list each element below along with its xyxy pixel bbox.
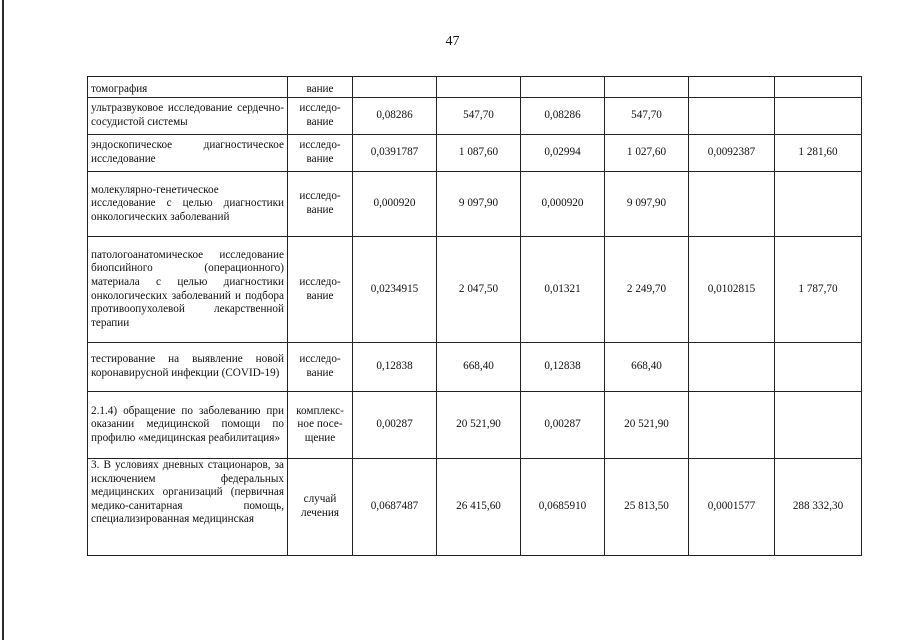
value-cell-4: 668,40 (605, 343, 689, 392)
row-name-cell: ультразвуковое исследование сердечно-сосудистой системы (88, 98, 288, 135)
value-cell-5 (689, 392, 775, 459)
value-cell-1: 0,0234915 (353, 237, 437, 343)
value-cell-4: 547,70 (605, 98, 689, 135)
value-cell-6 (775, 343, 862, 392)
value-cell-5 (689, 343, 775, 392)
row-unit-cell: исследо-вание (288, 172, 353, 237)
value-cell-6 (775, 77, 862, 98)
row-unit-cell: исследо-вание (288, 98, 353, 135)
value-cell-1: 0,0391787 (353, 135, 437, 172)
row-name-cell: 3. В условиях дневных стационаров, за исключением федеральных медицинских организаций (первичная медико-санитарная помощь, специализированная медицинская (88, 459, 288, 556)
table-row (88, 343, 862, 392)
value-cell-2: 547,70 (437, 98, 521, 135)
row-name-cell: молекулярно-генетическое исследование с целью диагностики онкологических заболеваний (88, 172, 288, 237)
page-number: 47 (445, 34, 460, 49)
row-unit-cell: комплекс-ное посе-щение (288, 392, 353, 459)
table-row (88, 459, 862, 556)
value-cell-1: 0,0687487 (353, 459, 437, 556)
page-left-edge (2, 0, 4, 640)
value-cell-4: 2 249,70 (605, 237, 689, 343)
data-table (87, 76, 862, 556)
value-cell-3: 0,08286 (521, 98, 605, 135)
table-row (88, 172, 862, 237)
value-cell-6: 288 332,30 (775, 459, 862, 556)
value-cell-3: 0,02994 (521, 135, 605, 172)
table-row (88, 237, 862, 343)
value-cell-3 (521, 77, 605, 98)
value-cell-5: 0,0092387 (689, 135, 775, 172)
value-cell-5: 0,0102815 (689, 237, 775, 343)
value-cell-3: 0,0685910 (521, 459, 605, 556)
value-cell-2: 2 047,50 (437, 237, 521, 343)
row-unit-cell: вание (288, 77, 353, 98)
table-row (88, 392, 862, 459)
value-cell-6 (775, 98, 862, 135)
row-name-cell: патологоанатомическое исследование биопсийного (операционного) материала с целью диагностики онкологических заболеваний и подбора противоопухолевой лекарственной терапии (88, 237, 288, 343)
value-cell-2: 668,40 (437, 343, 521, 392)
value-cell-1 (353, 77, 437, 98)
value-cell-1: 0,00287 (353, 392, 437, 459)
value-cell-4: 20 521,90 (605, 392, 689, 459)
value-cell-4: 25 813,50 (605, 459, 689, 556)
value-cell-3: 0,00287 (521, 392, 605, 459)
value-cell-5 (689, 172, 775, 237)
value-cell-4: 1 027,60 (605, 135, 689, 172)
row-name-cell: томография (88, 77, 288, 98)
value-cell-3: 0,000920 (521, 172, 605, 237)
value-cell-6: 1 787,70 (775, 237, 862, 343)
value-cell-5: 0,0001577 (689, 459, 775, 556)
value-cell-1: 0,000920 (353, 172, 437, 237)
row-unit-cell: случай лечения (288, 459, 353, 556)
value-cell-2: 20 521,90 (437, 392, 521, 459)
value-cell-3: 0,12838 (521, 343, 605, 392)
value-cell-6 (775, 172, 862, 237)
row-name-cell: эндоскопическое диагностическое исследование (88, 135, 288, 172)
row-name-cell: 2.1.4) обращение по заболеванию при оказании медицинской помощи по профилю «медицинская реабилитация» (88, 392, 288, 459)
value-cell-1: 0,12838 (353, 343, 437, 392)
table-row (88, 135, 862, 172)
value-cell-6 (775, 392, 862, 459)
value-cell-1: 0,08286 (353, 98, 437, 135)
row-unit-cell: исследо-вание (288, 237, 353, 343)
value-cell-3: 0,01321 (521, 237, 605, 343)
row-unit-cell: исследо-вание (288, 343, 353, 392)
value-cell-5 (689, 98, 775, 135)
value-cell-2 (437, 77, 521, 98)
value-cell-2: 26 415,60 (437, 459, 521, 556)
table-row (88, 98, 862, 135)
value-cell-4 (605, 77, 689, 98)
value-cell-5 (689, 77, 775, 98)
table-row (88, 77, 862, 98)
value-cell-2: 9 097,90 (437, 172, 521, 237)
value-cell-4: 9 097,90 (605, 172, 689, 237)
row-name-cell: тестирование на выявление новой коронавирусной инфекции (COVID-19) (88, 343, 288, 392)
value-cell-6: 1 281,60 (775, 135, 862, 172)
value-cell-2: 1 087,60 (437, 135, 521, 172)
row-unit-cell: исследо-вание (288, 135, 353, 172)
